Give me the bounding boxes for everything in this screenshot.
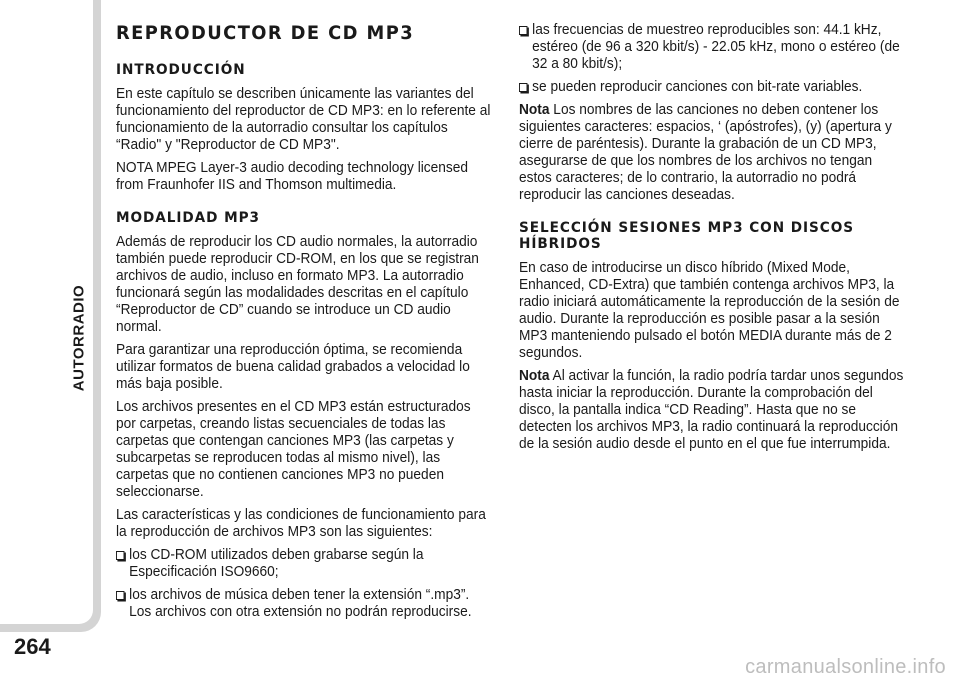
intro-paragraph-2: NOTA MPEG Layer-3 audio decoding technology licensed from Fraunhofer IIS and Thomson multimedia. xyxy=(116,160,469,193)
note-text: Al activar la función, la radio podría tardar unos segundos hasta iniciar la reproducción. Durante la comprobación del disco, la pantalla indica “CD Reading”. Hasta que no se detecten los archivos MP3, la radio continuará la reproducción de la sesión audio desde el punto en el que fue interrumpida. xyxy=(519,368,904,452)
note-label: Nota xyxy=(519,368,550,384)
intro-heading: INTRODUCCIÓN xyxy=(116,62,246,78)
checkbox-bullet-icon xyxy=(116,591,124,600)
list-item-text: los CD-ROM utilizados deben grabarse según la Especificación ISO9660; xyxy=(129,547,424,580)
watermark: carmanualsonline.info xyxy=(745,656,946,678)
page-number: 264 xyxy=(14,634,51,659)
checkbox-bullet-icon xyxy=(116,551,124,560)
right-column xyxy=(519,22,904,459)
note-paragraph xyxy=(519,368,904,453)
list-item-text: las frecuencias de muestreo reproducibles son: 44.1 kHz, estéreo (de 96 a 320 kbit/s) - 22.05 kHz, mono o estéreo (de 32 a 80 kbit/s); xyxy=(532,22,900,72)
list-item-text: los archivos de música deben tener la extensión “.mp3”. Los archivos con otra extensión no podrán reproducirse. xyxy=(129,587,472,620)
modalidad-paragraph-1: Además de reproducir los CD audio normales, la autorradio también puede reproducir CD-ROM, en los que se registran archivos de audio, incluso en formato MP3. La autorradio funcionará según las modalidades descritas en el capítulo “Reproductor de CD” cuando se introduce un CD audio normal. xyxy=(116,234,479,335)
list-item-text: se pueden reproducir canciones con bit-rate variables. xyxy=(532,79,863,95)
modalidad-paragraph-4: Las características y las condiciones de funcionamiento para la reproducción de archivos MP3 son las siguientes: xyxy=(116,507,486,540)
modalidad-paragraph-3: Los archivos presentes en el CD MP3 están estructurados por carpetas, creando listas secuenciales de todas las carpetas que contengan canciones MP3 (las carpetas y subcarpetas se reproducen todas al mismo nivel), las carpetas que no contienen canciones MP3 no pueden seleccionarse. xyxy=(116,399,471,500)
seleccion-heading: SELECCIÓN SESIONES MP3 CON DISCOS HÍBRIDOS xyxy=(519,220,854,252)
modalidad-paragraph-2: Para garantizar una reproducción óptima, se recomienda utilizar formatos de buena calidad grabados a velocidad lo más baja posible. xyxy=(116,342,470,392)
sidebar-tab xyxy=(0,0,101,632)
list-item xyxy=(116,547,492,581)
note-label: Nota xyxy=(519,102,550,118)
page-title: REPRODUCTOR DE CD MP3 xyxy=(116,22,415,44)
intro-paragraph-1: En este capítulo se describen únicamente las variantes del funcionamiento del reproductor de CD MP3: en lo referente al funcionamiento de la autorradio consultar los capítulos “Radio" y "Reproductor de CD MP3". xyxy=(116,86,491,153)
list-item xyxy=(519,22,904,73)
list-item xyxy=(116,587,492,621)
checkbox-bullet-icon xyxy=(519,26,527,35)
list-item xyxy=(519,79,904,96)
seleccion-paragraph-1: En caso de introducirse un disco híbrido (Mixed Mode, Enhanced, CD-Extra) que también contenga archivos MP3, la radio iniciará automáticamente la reproducción de la sesión de audio. Durante la reproducción es posible pasar a la sesión MP3 manteniendo pulsado el botón MEDIA durante más de 2 segundos. xyxy=(519,260,900,361)
note-text: Los nombres de las canciones no deben contener los siguientes caracteres: espacios, ‘ (apóstrofes), (y) (apertura y cierre de paréntesis). Durante la grabación de un CD MP3, asegurarse de que los nombres de los archivos no tengan estos caracteres; de lo contrario, la autorradio no podrá reproducir las canciones deseadas. xyxy=(519,102,892,203)
section-label: AUTORRADIO xyxy=(70,284,88,392)
modalidad-heading: MODALIDAD MP3 xyxy=(116,210,260,226)
left-column xyxy=(116,22,492,627)
checkbox-bullet-icon xyxy=(519,83,527,92)
note-paragraph xyxy=(519,102,904,204)
